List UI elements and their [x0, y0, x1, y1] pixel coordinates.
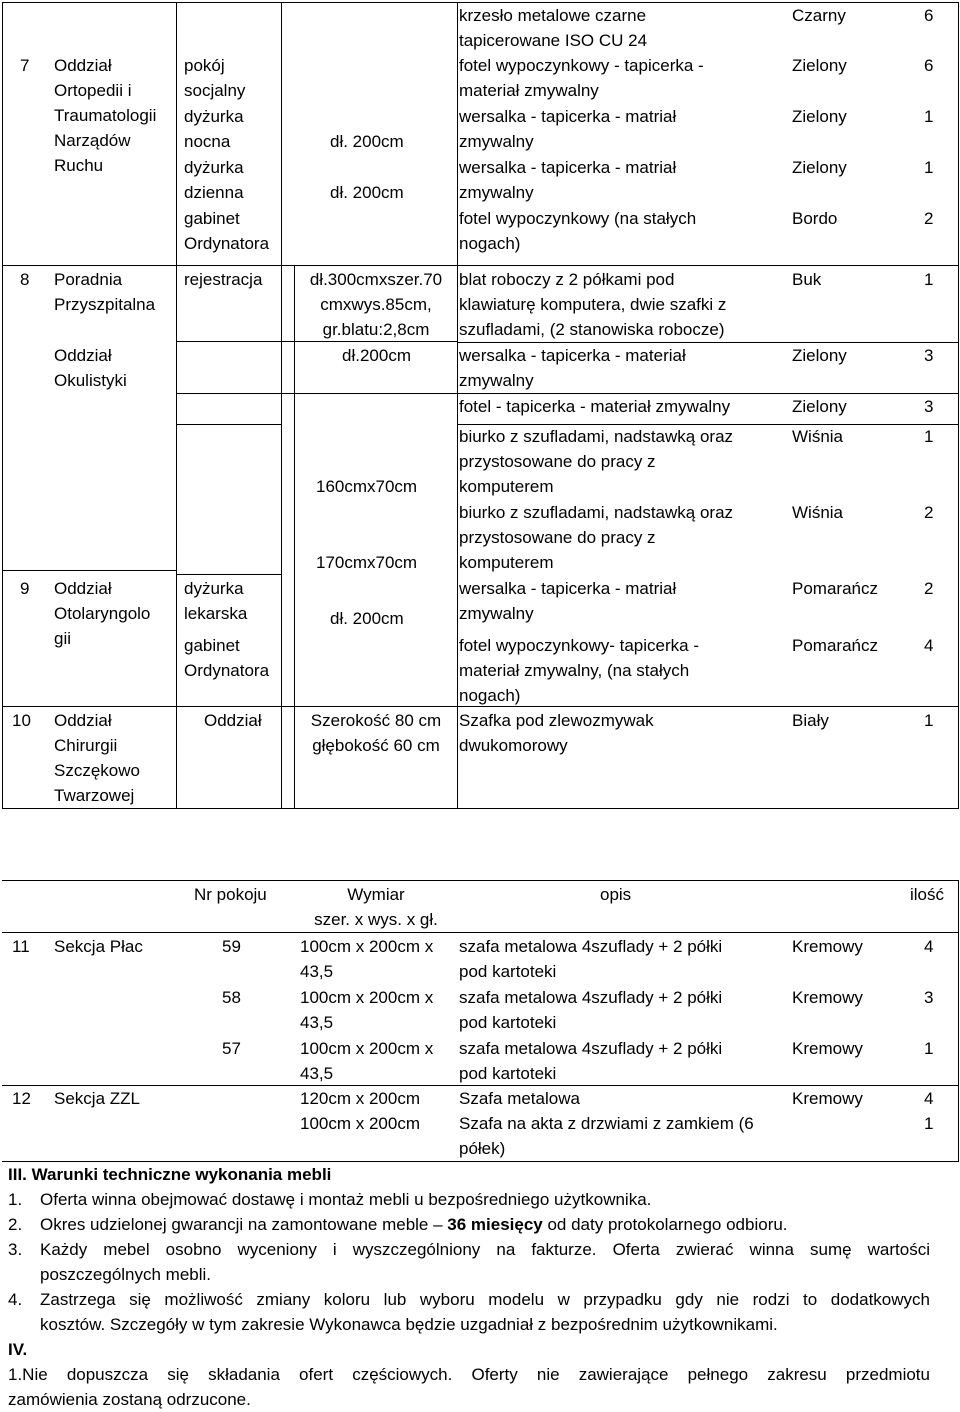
- item-color: Pomarańcz: [792, 579, 878, 598]
- row-number: 10: [12, 711, 31, 730]
- item-dimensions: 100cm x 200cm x 43,5: [300, 988, 434, 1032]
- room-name: pokój socjalny: [184, 56, 246, 100]
- section-text: 1.Nie dopuszcza się składania ofert częściowych. Oferty nie zawierające pełnego zakresu przedmiotu zamówienia zostaną odrzucone.: [8, 1365, 930, 1409]
- item-color: Biały: [792, 711, 829, 730]
- item-description: Szafa na akta z drzwiami z zamkiem (6 półek): [459, 1114, 754, 1158]
- item-description: szafa metalowa 4szuflady + 2 półki pod kartoteki: [459, 988, 723, 1032]
- room-name: gabinet Ordynatora: [184, 209, 270, 253]
- item-color: Buk: [792, 270, 822, 289]
- item-description: fotel - tapicerka - materiał zmywalny: [459, 397, 731, 416]
- item-dimensions: Szerokość 80 cm głębokość 60 cm: [310, 711, 442, 755]
- department-name: Oddział Okulistyki: [54, 346, 127, 390]
- item-dimensions: dł.300cmxszer.70 cmxwys.85cm, gr.blatu:2,8cm: [309, 270, 443, 339]
- item-color: Zielony: [792, 107, 847, 126]
- item-color: Wiśnia: [792, 427, 844, 446]
- item-quantity: 1: [924, 1114, 934, 1133]
- row-number: 11: [12, 937, 30, 956]
- item-dimensions: 170cmx70cm: [316, 553, 418, 572]
- item-color: Pomarańcz: [792, 636, 878, 655]
- room-name: gabinet Ordynatora: [184, 636, 270, 680]
- item-quantity: 1: [924, 711, 934, 730]
- condition-item: 1. Oferta winna obejmować dostawę i montaż mebli u bezpośredniego użytkownika.: [8, 1190, 652, 1209]
- item-color: Czarny: [792, 6, 846, 25]
- room-name: Oddział: [204, 711, 262, 730]
- row-number: 8: [20, 270, 30, 289]
- item-color: Zielony: [792, 56, 847, 75]
- item-dimensions: dł. 200cm: [330, 609, 404, 628]
- item-dimensions: 100cm x 200cm: [300, 1114, 420, 1133]
- item-dimensions: 100cm x 200cm x 43,5: [300, 1039, 434, 1083]
- item-description: wersalka - tapicerka - matriał zmywalny: [459, 579, 677, 623]
- condition-item: 2. Okres udzielonej gwarancji na zamontowane meble – 36 miesięcy od daty protokolarnego odbioru.: [8, 1215, 788, 1234]
- item-dimensions: dł. 200cm: [330, 132, 404, 151]
- item-quantity: 6: [924, 6, 934, 25]
- room-number: 58: [222, 988, 241, 1007]
- room-name: dyżurka dzienna: [184, 158, 244, 202]
- column-header-room: Nr pokoju: [194, 885, 267, 904]
- item-description: krzesło metalowe czarne tapicerowane ISO CU 24: [459, 6, 648, 50]
- item-quantity: 4: [924, 1089, 934, 1108]
- warranty-period: 36 miesięcy: [447, 1215, 543, 1234]
- column-header-quantity: ilość: [910, 885, 945, 904]
- item-description: blat roboczy z 2 półkami pod klawiaturę komputera, dwie szafki z szufladami, (2 stanowiska robocze): [459, 270, 727, 339]
- column-header-description: opis: [600, 885, 632, 904]
- item-dimensions: 160cmx70cm: [316, 477, 418, 496]
- item-color: Kremowy: [792, 1039, 863, 1058]
- row-number: 9: [20, 579, 30, 598]
- item-color: Zielony: [792, 158, 847, 177]
- item-quantity: 1: [924, 427, 934, 446]
- item-color: Zielony: [792, 397, 847, 416]
- department-name: Sekcja Płac: [54, 937, 143, 956]
- item-description: biurko z szufladami, nadstawką oraz przystosowane do pracy z komputerem: [459, 427, 734, 496]
- item-dimensions: 100cm x 200cm x 43,5: [300, 937, 434, 981]
- item-description: fotel wypoczynkowy (na stałych nogach): [459, 209, 697, 253]
- item-color: Kremowy: [792, 1089, 863, 1108]
- item-description: wersalka - tapicerka - matriał zmywalny: [459, 107, 677, 151]
- item-description: biurko z szufladami, nadstawką oraz przystosowane do pracy z komputerem: [459, 503, 734, 572]
- department-name: Poradnia Przyszpitalna: [54, 270, 156, 314]
- item-dimensions: 120cm x 200cm: [300, 1089, 420, 1108]
- item-description: wersalka - tapicerka - materiał zmywalny: [459, 346, 686, 390]
- item-quantity: 3: [924, 988, 934, 1007]
- item-quantity: 1: [924, 158, 934, 177]
- item-quantity: 1: [924, 270, 934, 289]
- item-quantity: 6: [924, 56, 934, 75]
- item-quantity: 3: [924, 346, 934, 365]
- item-color: Kremowy: [792, 988, 863, 1007]
- condition-item: 4. Zastrzega się możliwość zmiany koloru lub wyboru modelu w przypadku gdy nie rodzi to dodatkowych kosztów. Szczegóły w tym zakresie Wykonawca będzie uzgadniał z bezpośrednim użytkownikami.: [8, 1290, 930, 1334]
- department-name: Sekcja ZZL: [54, 1089, 140, 1108]
- row-number: 7: [20, 56, 30, 75]
- condition-item: 3. Każdy mebel osobno wyceniony i wyszczególniony na fakturze. Oferta zwierać winna sumę wartości poszczególnych mebli.: [8, 1240, 930, 1284]
- item-color: Bordo: [792, 209, 838, 228]
- item-quantity: 2: [924, 503, 934, 522]
- department-name: Oddział Ortopedii i Traumatologii Narządów Ruchu: [54, 56, 157, 175]
- item-quantity: 3: [924, 397, 934, 416]
- room-number: 57: [222, 1039, 241, 1058]
- item-description: Szafka pod zlewozmywak dwukomorowy: [459, 711, 654, 755]
- item-color: Wiśnia: [792, 503, 844, 522]
- item-description: Szafa metalowa: [459, 1089, 580, 1108]
- room-number: 59: [222, 937, 241, 956]
- room-name: rejestracja: [184, 270, 263, 289]
- item-description: fotel wypoczynkowy- tapicerka - materiał zmywalny, (na stałych nogach): [459, 636, 699, 705]
- column-header-dimensions: Wymiar szer. x wys. x gł.: [314, 885, 438, 929]
- item-description: szafa metalowa 4szuflady + 2 półki pod kartoteki: [459, 1039, 723, 1083]
- item-quantity: 2: [924, 209, 934, 228]
- room-name: dyżurka lekarska: [184, 579, 248, 623]
- item-quantity: 2: [924, 579, 934, 598]
- item-quantity: 4: [924, 937, 934, 956]
- section-heading: IV.: [8, 1340, 28, 1359]
- item-dimensions: dł.200cm: [342, 346, 411, 365]
- item-quantity: 1: [924, 107, 934, 126]
- row-number: 12: [12, 1089, 31, 1108]
- item-description: wersalka - tapicerka - matriał zmywalny: [459, 158, 677, 202]
- item-description: fotel wypoczynkowy - tapicerka - materiał zmywalny: [459, 56, 704, 100]
- department-name: Oddział Chirurgii Szczękowo Twarzowej: [54, 711, 140, 805]
- item-color: Kremowy: [792, 937, 863, 956]
- item-color: Zielony: [792, 346, 847, 365]
- department-name: Oddział Otolaryngolo gii: [54, 579, 151, 648]
- section-heading: III. Warunki techniczne wykonania mebli: [8, 1165, 332, 1184]
- item-description: szafa metalowa 4szuflady + 2 półki pod kartoteki: [459, 937, 723, 981]
- room-name: dyżurka nocna: [184, 107, 244, 151]
- item-quantity: 4: [924, 636, 934, 655]
- item-dimensions: dł. 200cm: [330, 183, 404, 202]
- item-quantity: 1: [924, 1039, 934, 1058]
